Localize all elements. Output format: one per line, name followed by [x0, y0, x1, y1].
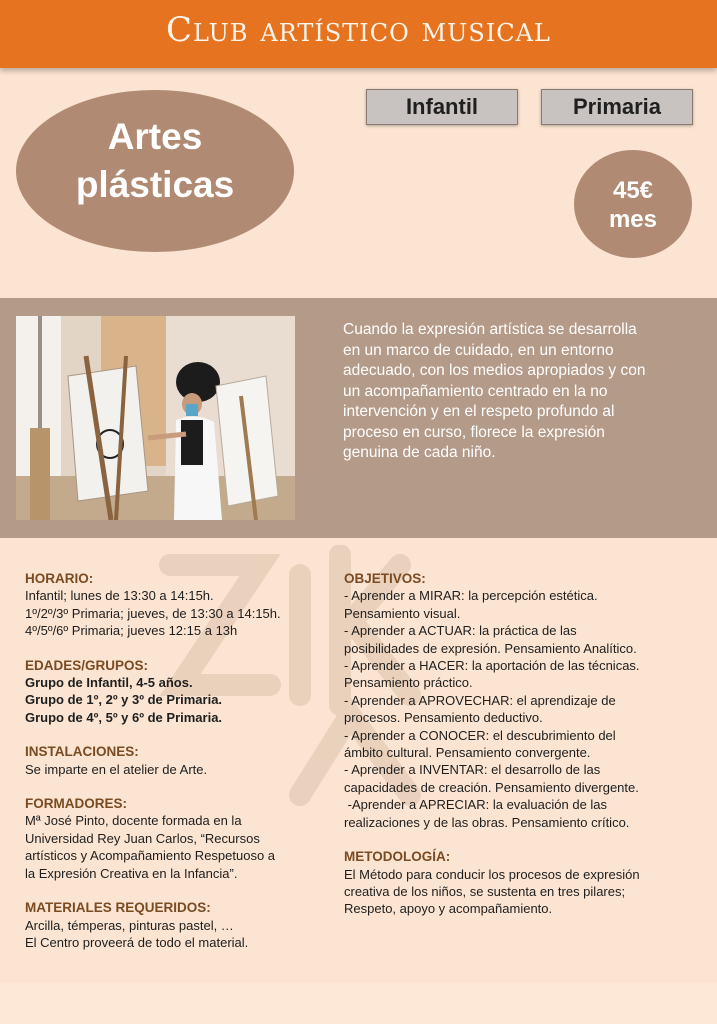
activity-title [16, 113, 294, 209]
horario-section [25, 570, 325, 640]
activity-title-line-2: plásticas [75, 164, 235, 205]
metodologia-section [344, 848, 684, 918]
formadores-line: artísticos y Acompañamiento Respetuoso a [25, 848, 276, 864]
objetivos-section [344, 570, 684, 831]
materiales-heading: MATERIALES REQUERIDOS: [25, 900, 211, 916]
intro-line: proceso en curso, florece la expresión [343, 423, 605, 441]
price-amount: 45€ [612, 177, 654, 204]
horario-line: 1º/2º/3º Primaria; jueves, de 13:30 a 14:15h. [25, 605, 281, 621]
tag-infantil: Infantil [366, 89, 518, 125]
formadores-section [25, 795, 325, 882]
edades-section [25, 657, 325, 727]
activity-title-line-1: Artes [107, 116, 203, 157]
intro-paragraph [343, 320, 688, 464]
intro-line: en un marco de cuidado, en un entorno [343, 341, 614, 359]
formadores-line: la Expresión Creativa en la Infancia”. [25, 865, 238, 881]
objetivos-heading: OBJETIVOS: [344, 571, 426, 586]
objetivos-line: - Aprender a CONOCER: el descubrimiento del [344, 727, 616, 743]
price-label [574, 176, 692, 234]
materiales-line: Arcilla, témperas, pinturas pastel, … [25, 917, 234, 933]
activity-photo [16, 316, 295, 520]
edades-line: Grupo de Infantil, 4-5 años. [25, 675, 193, 691]
objetivos-line: procesos. Pensamiento deductivo. [344, 710, 543, 726]
objetivos-line: realizaciones y de las obras. Pensamiento crítico. [344, 814, 630, 830]
metodologia-line: Respeto, apoyo y acompañamiento. [344, 901, 553, 917]
horario-line: 4º/5º/6º Primaria; jueves 12:15 a 13h [25, 623, 238, 639]
objetivos-line: Pensamiento práctico. [344, 675, 473, 691]
edades-heading: EDADES/GRUPOS: [25, 657, 149, 673]
formadores-heading: FORMADORES: [25, 796, 127, 812]
intro-line: adecuado, con los medios apropiados y con [343, 362, 646, 379]
page-title: Club artístico musical [166, 10, 551, 50]
objetivos-line: posibilidades de expresión. Pensamiento Analítico. [344, 640, 637, 656]
objetivos-line: - Aprender a MIRAR: la percepción estética. [344, 588, 598, 604]
instalaciones-line: Se imparte en el atelier de Arte. [25, 761, 208, 777]
price-unit: mes [608, 206, 658, 233]
right-column [344, 570, 684, 935]
objetivos-line: -Aprender a APRECIAR: la evaluación de las [344, 797, 608, 813]
metodologia-line: creativa de los niños, se sustenta en tres pilares; [344, 883, 626, 899]
footer-band [0, 983, 717, 1024]
objetivos-line: - Aprender a INVENTAR: el desarrollo de las [344, 762, 601, 778]
materiales-section [25, 899, 325, 951]
intro-line: un acompañamiento centrado en la no [343, 382, 608, 400]
metodologia-line: El Método para conducir los procesos de expresión [344, 866, 640, 882]
objetivos-line: - Aprender a APROVECHAR: el aprendizaje de [344, 692, 616, 708]
intro-line: Cuando la expresión artística se desarrolla [343, 321, 637, 338]
objetivos-line: - Aprender a HACER: la aportación de las técnicas. [344, 658, 640, 674]
tag-primaria: Primaria [541, 89, 693, 125]
horario-heading: HORARIO: [25, 571, 94, 586]
materiales-line: El Centro proveerá de todo el material. [25, 934, 249, 950]
horario-line: Infantil; lunes de 13:30 a 14:15h. [25, 588, 214, 604]
formadores-line: Mª José Pinto, docente formada en la [25, 813, 242, 829]
left-column [25, 570, 325, 968]
header-bar [0, 0, 717, 68]
painting-scene-illustration [16, 316, 295, 520]
instalaciones-heading: INSTALACIONES: [25, 744, 139, 760]
edades-line: Grupo de 4º, 5º y 6º de Primaria. [25, 709, 223, 725]
objetivos-line: capacidades de creación. Pensamiento divergente. [344, 779, 639, 795]
objetivos-line: - Aprender a ACTUAR: la práctica de las [344, 623, 577, 639]
formadores-line: Universidad Rey Juan Carlos, “Recursos [25, 830, 260, 846]
metodologia-heading: METODOLOGÍA: [344, 849, 451, 865]
instalaciones-section [25, 743, 325, 778]
objetivos-line: Pensamiento visual. [344, 605, 461, 621]
edades-line: Grupo de 1º, 2º y 3º de Primaria. [25, 692, 223, 708]
intro-line: genuina de cada niño. [343, 444, 496, 461]
intro-line: intervención y en el respeto profundo al [343, 403, 615, 420]
objetivos-line: ámbito cultural. Pensamiento convergente. [344, 745, 591, 761]
